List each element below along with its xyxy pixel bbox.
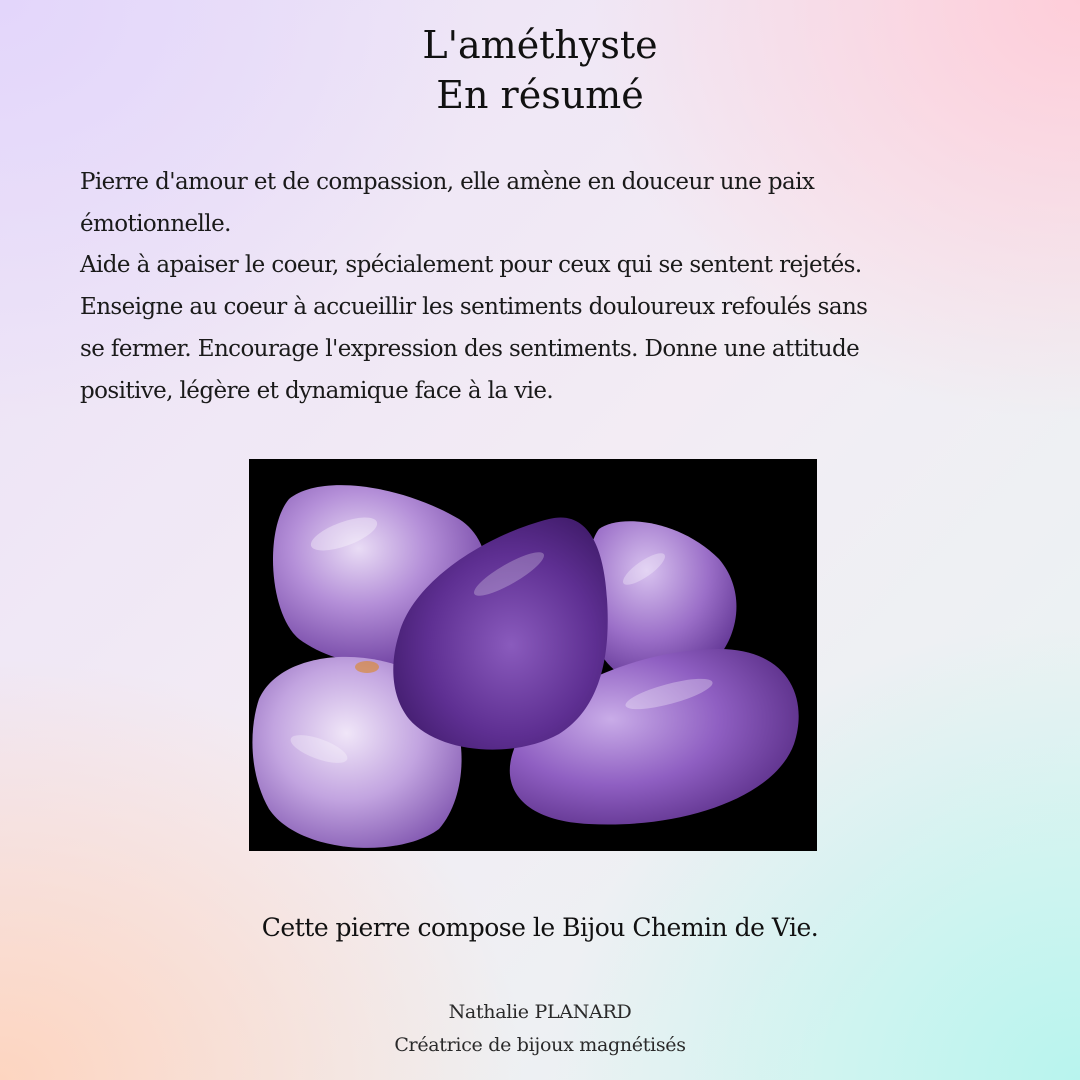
page-title bbox=[0, 20, 1080, 120]
caption: Cette pierre compose le Bijou Chemin de Vie. bbox=[261, 913, 819, 942]
signature-name: Nathalie PLANARD bbox=[448, 1001, 632, 1023]
signature-role: Créatrice de bijoux magnétisés bbox=[394, 1034, 686, 1056]
amethyst-photo bbox=[249, 459, 817, 851]
description bbox=[80, 162, 880, 412]
description-paragraph-2: Aide à apaiser le coeur, spécialement pour ceux qui se sentent rejetés. Enseigne au coeur à accueillir les sentiments douloureux refoulés sans se fermer. Encourage l'expression des sentiments. Donne une attitude positive, légère et dynamique face à la vie. bbox=[80, 252, 868, 404]
signature bbox=[0, 996, 1080, 1062]
title-line-1: L'améthyste bbox=[422, 23, 658, 67]
description-paragraph-1: Pierre d'amour et de compassion, elle amène en douceur une paix émotionnelle. bbox=[80, 169, 815, 237]
title-line-2: En résumé bbox=[436, 73, 644, 117]
amethyst-stones-illustration bbox=[249, 459, 817, 851]
